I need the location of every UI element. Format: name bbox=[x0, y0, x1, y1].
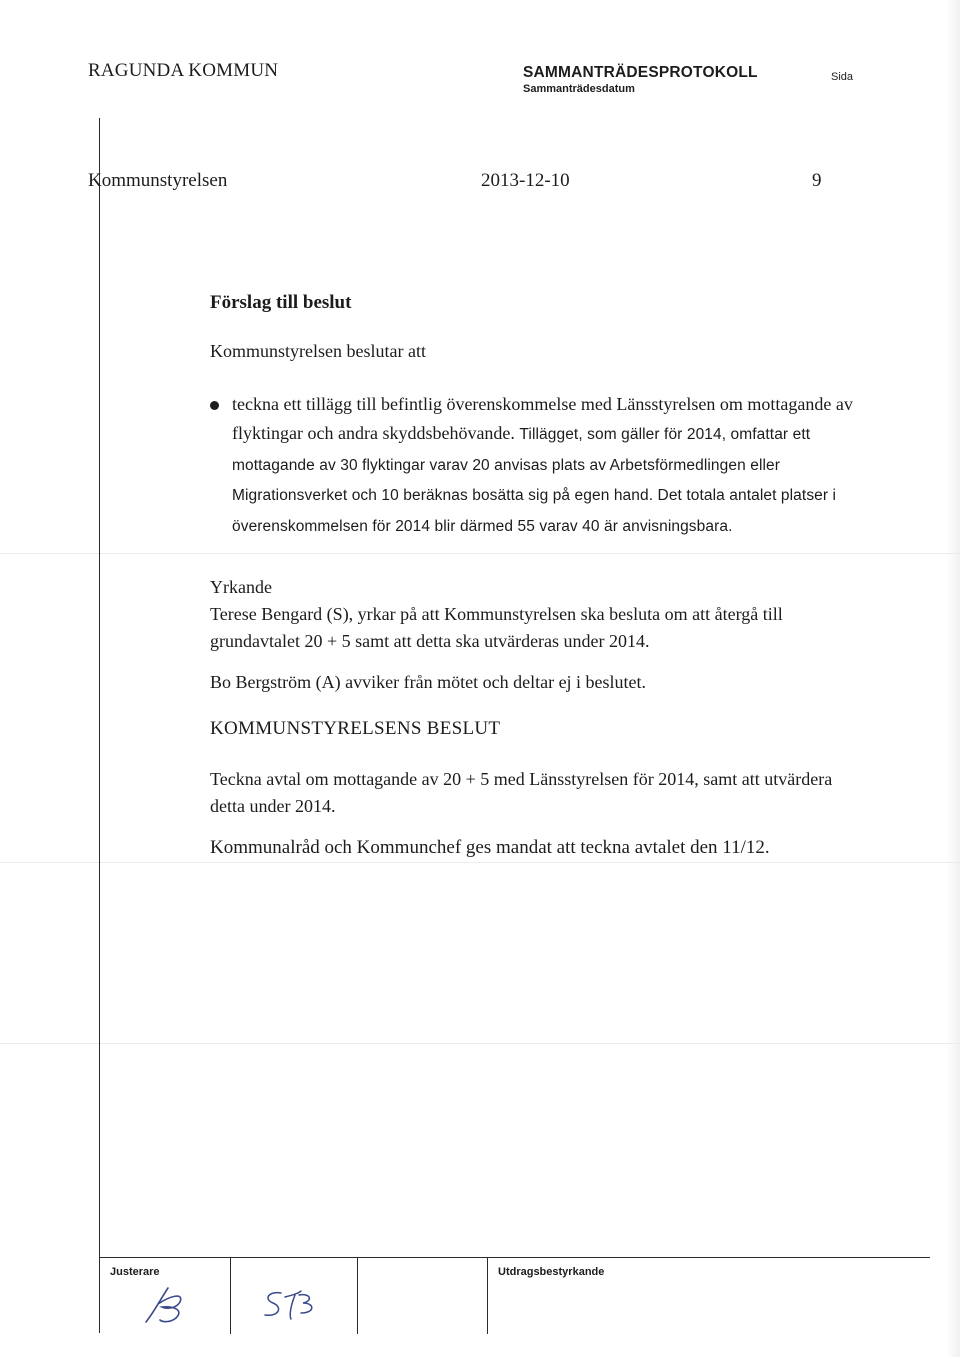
footer-rule bbox=[100, 1257, 930, 1258]
scan-edge-shadow bbox=[946, 0, 960, 1357]
scan-artifact-line bbox=[0, 1043, 960, 1044]
motion-text: Terese Bengard (S), yrkar på att Kommunstyrelsen ska besluta om att återgå till grundavtalet 20 + 5 samt att detta ska utvärderas under 2014. bbox=[210, 604, 783, 651]
meeting-date: 2013-12-10 bbox=[481, 170, 570, 191]
decision-heading: KOMMUNSTYRELSENS BESLUT bbox=[210, 718, 501, 739]
abstention-text: Bo Bergström (A) avviker från mötet och deltar ej i beslutet. bbox=[210, 672, 647, 692]
margin-rule bbox=[99, 118, 100, 1333]
page-label: Sida bbox=[831, 71, 854, 83]
mandate-text: Kommunalråd och Kommunchef ges mandat att teckna avtalet den 11/12. bbox=[210, 837, 770, 858]
proposal-bullet-part1: teckna ett tillägg till befintlig överenskommelse med Länsstyrelsen om mottagande av flyktingar och andra skyddsbehövande. bbox=[232, 394, 853, 443]
footer-column-divider bbox=[487, 1257, 488, 1334]
motion-heading: Yrkande bbox=[210, 577, 272, 597]
meeting-body: Kommunstyrelsen bbox=[88, 170, 228, 191]
bullet-icon bbox=[210, 401, 219, 410]
scan-artifact-line bbox=[0, 862, 960, 863]
page-number: 9 bbox=[812, 170, 822, 191]
signature-initials-1 bbox=[140, 1282, 200, 1328]
proposal-bullet bbox=[232, 390, 882, 542]
proposal-intro: Kommunstyrelsen beslutar att bbox=[210, 341, 426, 361]
extract-label: Utdragsbestyrkande bbox=[498, 1266, 605, 1278]
protocol-subtitle: Sammanträdesdatum bbox=[523, 83, 635, 95]
proposal-bullet-part2: Tillägget, som gäller för 2014, omfattar ett mottagande av 30 flyktingar varav 20 anvisas plats av Arbetsförmedlingen eller Migrationsverket och 10 beräknas bosätta sig på egen hand. Det totala antalet platser i överenskommelsen för 2014 blir därmed 55 varav 40 är anvisningsbara. bbox=[232, 425, 837, 536]
decision-text: Teckna avtal om mottagande av 20 + 5 med Länsstyrelsen för 2014, samt att utvärdera detta under 2014. bbox=[210, 769, 833, 816]
signature-divider bbox=[230, 1257, 231, 1334]
signature-initials-2 bbox=[255, 1285, 325, 1325]
organization-name: RAGUNDA KOMMUN bbox=[88, 60, 279, 81]
adjusters-label: Justerare bbox=[110, 1266, 160, 1278]
signature-divider bbox=[357, 1257, 358, 1334]
scan-artifact-line bbox=[0, 553, 960, 554]
protocol-title: SAMMANTRÄDESPROTOKOLL bbox=[523, 64, 758, 81]
proposal-heading: Förslag till beslut bbox=[210, 292, 352, 313]
